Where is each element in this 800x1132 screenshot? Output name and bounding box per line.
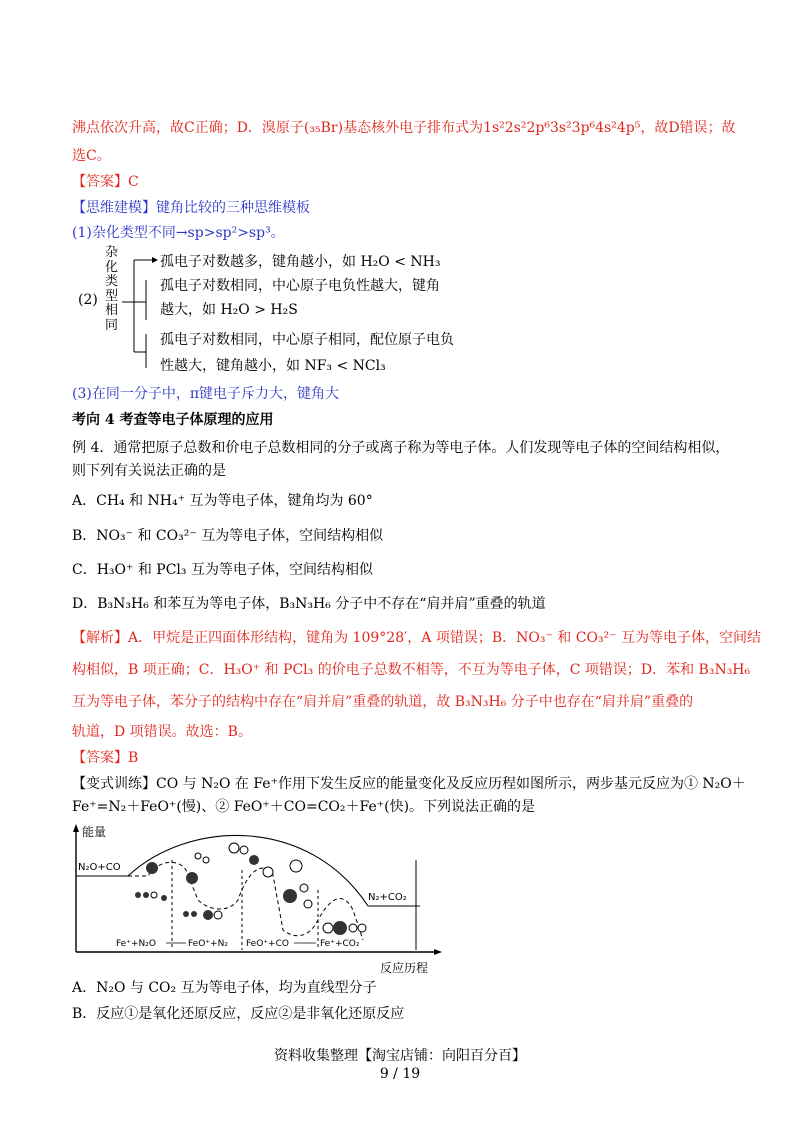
model-item-1: (1)杂化类型不同→sp>sp²>sp³。 [72, 225, 285, 241]
energy-diagram [68, 820, 448, 980]
text-line: 选C。 [72, 148, 111, 164]
branch-3a: 孤电子对数相同，中心原子相同，配位原子电负 [160, 332, 454, 348]
page-number: 9 / 19 [379, 1066, 421, 1082]
branch-2b: 越大，如 H₂O > H₂S [160, 302, 298, 318]
variant-line: 【变式训练】CO 与 N₂O 在 Fe⁺作用下发生反应的能量变化及反应历程如图所示，两步基元反应为① N₂O＋ [72, 776, 746, 792]
branch-3b: 性越大，键角越小，如 NF₃ < NCl₃ [160, 358, 386, 374]
question-line: 则下列有关说法正确的是 [72, 463, 226, 479]
branch-1: 孤电子对数越多，键角越小，如 H₂O < NH₃ [160, 254, 441, 270]
analysis-line: 【解析】A．甲烷是正四面体形结构，键角为 109°28′，A 项错误；B．NO₃⁻ 和 CO₃²⁻ 互为等电子体，空间结 [72, 630, 762, 646]
variant-option-b: B．反应①是氧化还原反应，反应②是非氧化还原反应 [72, 1006, 405, 1022]
option-c: C．H₃O⁺ 和 PCl₃ 互为等电子体，空间结构相似 [72, 562, 373, 578]
model-title: 【思维建模】键角比较的三种思维模板 [72, 200, 310, 216]
stage-label: Fe⁺+CO₂ [320, 939, 360, 949]
stage-label: FeO⁺+CO [246, 939, 289, 949]
analysis-line: 轨道，D 项错误。故选：B。 [72, 724, 252, 740]
analysis-line: 构相似，B 项正确；C．H₃O⁺ 和 PCl₃ 的价电子总数不相等，不互为等电子体，C 项错误；D．苯和 B₃N₃H₆ [72, 662, 751, 678]
answer-label: 【答案】B [72, 750, 139, 766]
text-line: 沸点依次升高，故C正确；D．溴原子(₃₅Br)基态核外电子排布式为1s²2s²2p⁶3s²3p⁶4s²4p⁵，故D错误；故 [72, 120, 736, 136]
bracket-lines [120, 250, 160, 370]
y-axis-label: 能量 [82, 825, 107, 839]
answer-label: 【答案】C [72, 174, 139, 190]
option-d: D．B₃N₃H₆ 和苯互为等电子体，B₃N₃H₆ 分子中不存在“肩并肩”重叠的轨道 [72, 596, 546, 612]
analysis-line: 互为等电子体，苯分子的结构中存在“肩并肩”重叠的轨道，故 B₃N₃H₆ 分子中也存在“肩并肩”重叠的 [72, 694, 694, 710]
question-line: 例 4．通常把原子总数和价电子总数相同的分子或离子称为等电子体。人们发现等电子体的空间结构相似， [72, 440, 730, 456]
variant-option-a: A．N₂O 与 CO₂ 互为等电子体，均为直线型分子 [72, 980, 377, 996]
branch-2a: 孤电子对数相同，中心原子电负性越大，键角 [160, 278, 440, 294]
option-b: B．NO₃⁻ 和 CO₃²⁻ 互为等电子体，空间结构相似 [72, 528, 384, 544]
option-a: A．CH₄ 和 NH₄⁺ 互为等电子体，键角均为 60° [72, 493, 373, 509]
end-label: N₂+CO₂ [368, 892, 407, 903]
model-item-3: (3)在同一分子中，π键电子斥力大，键角大 [72, 386, 340, 402]
model-item-2-label: (2) [78, 292, 98, 308]
stage-label: Fe⁺+N₂O [116, 939, 156, 949]
footer-text: 资料收集整理【淘宝店铺：向阳百分百】 [274, 1048, 526, 1064]
stage-label: FeO⁺+N₂ [188, 939, 228, 949]
section-heading: 考向 4 考查等电子体原理的应用 [72, 412, 274, 428]
x-axis-label: 反应历程 [380, 961, 429, 975]
start-label: N₂O+CO [78, 862, 121, 873]
variant-line: Fe⁺=N₂＋FeO⁺(慢)、② FeO⁺＋CO=CO₂＋Fe⁺(快)。下列说法正确的是 [72, 799, 536, 815]
vertical-label: 杂 化 类 型 相 同 [105, 245, 119, 333]
